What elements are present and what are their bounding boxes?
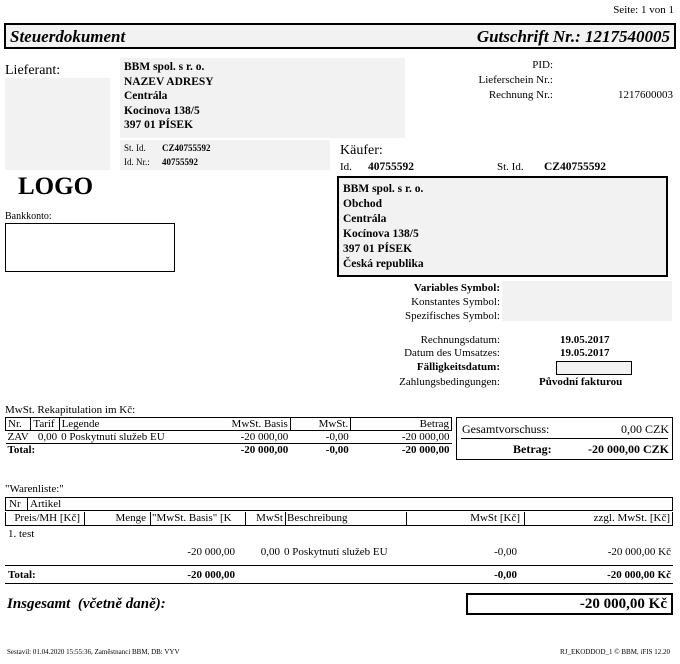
- items-total-divider: [5, 565, 673, 566]
- items-total-vat: -0,00: [494, 569, 517, 581]
- due-date-label: Fälligkeitsdatum:: [416, 361, 500, 373]
- buyer-country: Česká republika: [343, 258, 424, 270]
- vat-total-row: [6, 444, 452, 457]
- totals-box: [456, 417, 673, 460]
- buyer-id-label: Id.: [340, 161, 352, 173]
- grand-total-label: Insgesamt (včetně daně):: [7, 596, 166, 612]
- vat-total-amount: -20 000,00: [401, 444, 450, 456]
- constant-symbol-label: Konstantes Symbol:: [411, 296, 500, 308]
- tax-date-label: Datum des Umsatzes:: [404, 347, 500, 359]
- vat-row-legend: 0 Poskytnutí služeb EU: [61, 431, 165, 443]
- delivery-note-label: Lieferschein Nr.:: [478, 74, 553, 86]
- buyer-label: Käufer:: [340, 143, 383, 158]
- items-col-article: Artikel: [27, 498, 61, 510]
- item-net: -20 000,00 Kč: [607, 546, 671, 558]
- items-sep-4: [285, 512, 286, 525]
- items-col-vat: MwSt: [256, 512, 283, 524]
- items-header-2: [5, 512, 673, 526]
- items-col-qty: Menge: [115, 512, 146, 524]
- items-total-basis: -20 000,00: [187, 569, 235, 581]
- vat-row-basis: -20 000,00: [240, 431, 289, 443]
- vat-col-nr: Nr.: [6, 418, 31, 431]
- vat-summary-title: MwSt. Rekapitulation im Kč:: [5, 404, 136, 416]
- vat-row-amount: -20 000,00: [401, 431, 450, 443]
- bank-account-box: [5, 223, 175, 272]
- supplier-label: Lieferant:: [5, 63, 61, 78]
- buyer-id: 40755592: [368, 161, 414, 173]
- supplier-id: 40755592: [162, 157, 198, 167]
- page-number: Seite: 1 von 1: [613, 4, 674, 16]
- buyer-name: BBM spol. s r. o.: [343, 183, 424, 195]
- header-bar: [4, 23, 676, 49]
- totals-divider: [461, 438, 668, 439]
- items-bottom-divider: [5, 583, 673, 584]
- item-description: 0 Poskytnutí služeb EU: [284, 546, 388, 558]
- vat-summary-header: [6, 418, 452, 431]
- buyer-address-box: [337, 176, 668, 277]
- buyer-line1: Obchod: [343, 198, 382, 210]
- items-header-1: [5, 497, 673, 511]
- items-sep-3: [245, 512, 246, 525]
- item-vat: -0,00: [494, 546, 517, 558]
- items-col-desc: Beschreibung: [287, 512, 348, 524]
- vat-row-tariff: 0,00: [37, 431, 58, 443]
- vat-col-tariff: Tarif: [31, 418, 59, 431]
- payment-terms: Původní fakturou: [539, 376, 623, 388]
- buyer-street: Kocínova 138/5: [343, 228, 419, 240]
- amount-label: Betrag:: [513, 442, 552, 456]
- invoice-number-value: 1217600003: [618, 89, 673, 101]
- invoice-date-label: Rechnungsdatum:: [420, 334, 500, 346]
- due-date-box: [556, 361, 632, 375]
- vat-col-vat: MwSt.: [290, 418, 350, 431]
- item-basis: -20 000,00: [187, 546, 235, 558]
- supplier-city: 397 01 PÍSEK: [124, 119, 194, 131]
- advance-value: 0,00 CZK: [621, 422, 669, 436]
- buyer-vat: CZ40755592: [544, 161, 606, 173]
- table-row: [6, 431, 452, 444]
- items-title: "Warenliste:": [5, 483, 64, 495]
- vat-col-amount: Betrag: [419, 418, 449, 430]
- invoice-date: 19.05.2017: [560, 334, 610, 346]
- grand-total-value: -20 000,00 Kč: [466, 593, 673, 615]
- variable-symbol-label: Variables Symbol:: [413, 282, 500, 294]
- specific-symbol-label: Spezifisches Symbol:: [404, 310, 500, 322]
- items-sep-1: [84, 512, 85, 525]
- bank-account-label: Bankkonto:: [5, 211, 52, 222]
- items-total-label: Total:: [8, 569, 36, 581]
- vat-summary-table: [5, 417, 452, 456]
- vat-total-label: Total:: [7, 444, 36, 456]
- buyer-city: 397 01 PÍSEK: [343, 243, 413, 255]
- vat-row-nr: ZAV: [7, 431, 29, 443]
- vat-total-vat: -0,00: [325, 444, 349, 456]
- symbols-values-box: [502, 281, 672, 321]
- amount-value: -20 000,00 CZK: [588, 442, 669, 456]
- logo: LOGO: [18, 173, 94, 200]
- payment-terms-label: Zahlungsbedingungen:: [399, 376, 500, 388]
- item-vat-rate: 0,00: [260, 546, 280, 558]
- items-sep-5: [406, 512, 407, 525]
- supplier-address: [124, 60, 214, 133]
- items-col-vat-amount: MwSt [Kč]: [470, 512, 520, 524]
- supplier-vat-label: St. Id.: [124, 143, 146, 153]
- vat-col-legend: Legende: [61, 418, 100, 430]
- vat-row-vat: -0,00: [325, 431, 349, 443]
- pid-label: PID:: [532, 59, 553, 71]
- document-type: Steuerdokument: [10, 27, 126, 46]
- invoice-number-label: Rechnung Nr.:: [488, 89, 553, 101]
- supplier-street: Kocinova 138/5: [124, 104, 200, 117]
- footer-right: RJ_EKODDOD_1 © BBM, iFIS 12.20: [560, 648, 670, 656]
- supplier-address2: Centrála: [124, 90, 168, 102]
- footer-left: Sestavil: 01.04.2020 15:55:36, Zaměstnanci BBM, DB: VYV: [7, 648, 180, 656]
- supplier-vat: CZ40755592: [162, 143, 211, 153]
- vat-total-basis: -20 000,00: [240, 444, 289, 456]
- logo-placeholder: [5, 78, 110, 170]
- items-total-net: -20 000,00 Kč: [607, 569, 671, 581]
- tax-date: 19.05.2017: [560, 347, 610, 359]
- vat-col-basis: MwSt. Basis: [167, 418, 290, 431]
- document-number: Gutschrift Nr.: 1217540005: [476, 27, 670, 46]
- items-col-nr: Nr: [9, 498, 21, 510]
- supplier-address1: NAZEV ADRESY: [124, 75, 214, 88]
- supplier-ids: [120, 140, 330, 170]
- items-col-net: zzgl. MwSt. [Kč]: [593, 512, 670, 524]
- buyer-vat-label: St. Id.: [497, 161, 524, 173]
- supplier-id-label: Id. Nr.:: [124, 157, 150, 167]
- items-sep-2: [150, 512, 151, 525]
- supplier-name: BBM spol. s r. o.: [124, 61, 205, 73]
- advance-label: Gesamtvorschuss:: [462, 422, 550, 436]
- items-col-basis: "MwSt. Basis" [K: [152, 512, 232, 524]
- buyer-line2: Centrála: [343, 213, 387, 225]
- items-col-price: Preis/MH [Kč]: [14, 512, 80, 524]
- items-sep-6: [524, 512, 525, 525]
- item-name: 1. test: [8, 528, 35, 540]
